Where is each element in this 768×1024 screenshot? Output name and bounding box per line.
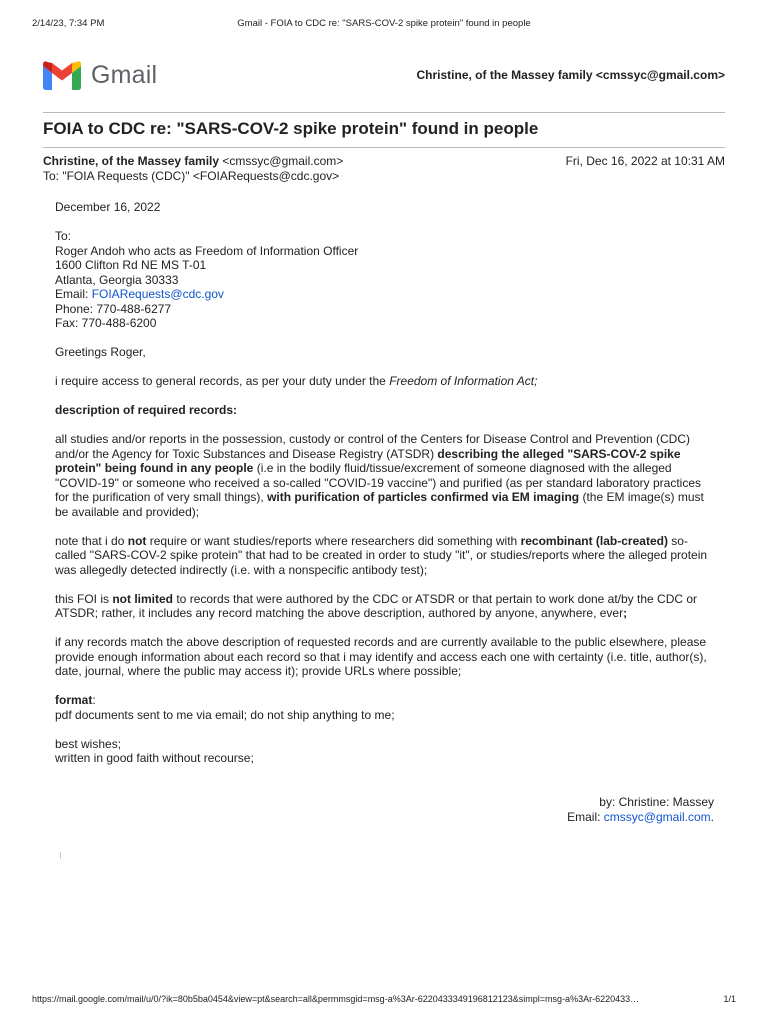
p1-text-e: (the EM image(s) must be available and provided); [55,490,704,519]
page-number: 1/1 [723,994,736,1004]
p3-bold-d: ; [623,606,628,620]
description-heading [55,403,715,418]
subject-divider [43,147,725,148]
p2-text-c: require or want studies/reports where researchers did something with [146,533,521,548]
print-url: https://mail.google.com/mail/u/0/?ik=80b5ba0454&view=pt&search=all&permmsgid=msg-a%3Ar-6220433349196812123&simpl=msg-a%3Ar-6220433… [32,994,640,1004]
description-heading-text: description of required records: [55,403,238,417]
account-identity: Christine, of the Massey family <cmssyc@gmail.com> [416,68,725,82]
sender-email: <cmssyc@gmail.com> [219,154,344,168]
foia-email-link[interactable]: FOIARequests@cdc.gov [91,287,224,301]
address-city: Atlanta, Georgia 30333 [55,272,179,287]
gmail-m-icon [43,61,81,90]
address-email-label: Email: [55,287,92,301]
p1-bold-b: describing the alleged "SARS-COV-2 spike protein" being found in any people [55,446,681,475]
p2-text-e: so-called "SARS-COV-2 spike protein" that had to be created in order to study "it", or studies/reports where the alleged protein was allegedly detected indirectly (i.e. with a nonspecific antibody test); [55,533,708,577]
recipient-address [55,229,715,331]
p1-bold-d: with purification of particles confirmed via EM imaging [267,490,580,504]
format-colon: : [92,693,96,707]
closing [55,737,715,766]
p3-text-c: to records that were authored by the CDC or ATSDR or that pertain to work done at/by the CDC or ATSDR; rather, it includes any record matching the above description, authored by anyone, anywhere, ever [55,591,698,620]
gmail-wordmark: Gmail [91,60,158,89]
signature-email-tail: . [710,809,714,824]
paragraph-records [55,432,715,519]
paragraph-public-records: if any records match the above description of requested records and are currently available to the public elsewhere, please provide enough information about each record so that i may identify and access each one with certainty (i.e. title, author(s), date, journal, where the public may access it); provide URLs where possible; [55,635,707,678]
format-text: pdf documents sent to me via email; do not ship anything to me; [55,707,395,722]
address-phone: Phone: 770-488-6277 [55,301,172,316]
message-meta [43,154,725,183]
p3-text-a: this FOI is [55,591,113,606]
email-subject: FOIA to CDC re: "SARS-COV-2 spike protein" found in people [43,119,539,138]
p1-text-c: (i.e in the bodily fluid/tissue/excrement of someone diagnosed with the alleged "COVID-19" or someone who received a so-called "COVID-19 vaccine") and purified (as per standard laboratory practices for the purification of very small things), [55,461,702,504]
paragraph-exclusions [55,534,715,578]
format-section [55,693,715,722]
address-to: To: [55,229,72,243]
quoted-text-marker [60,852,61,859]
address-name: Roger Andoh who acts as Freedom of Information Officer [55,243,359,258]
to-line: To: "FOIA Requests (CDC)" <FOIARequests@cdc.gov> [43,168,340,183]
print-header [0,17,768,31]
p1-text-a: all studies and/or reports in the possession, custody or control of the Centers for Disease Control and Prevention (CDC) and/or the Agency for Toxic Substances and Disease Registry (ATSDR) [55,432,690,461]
p2-bold-d: recombinant (lab-created) [520,533,668,548]
letter-date: December 16, 2022 [55,200,161,214]
signature-email-link[interactable]: cmssyc@gmail.com [603,809,711,824]
intro-act-name: Freedom of Information Act; [389,374,538,388]
address-fax: Fax: 770-488-6200 [55,316,157,330]
signature-email-label: Email: [567,809,604,824]
p2-bold-b: not [127,533,147,548]
intro-paragraph [55,374,715,389]
paragraph-scope [55,592,715,621]
intro-text: i require access to general records, as per your duty under the [55,374,390,388]
sender-name: Christine, of the Massey family [43,154,220,168]
address-street: 1600 Clifton Rd NE MS T-01 [55,258,207,272]
p3-bold-b: not limited [112,591,174,606]
message-body [55,200,715,780]
greeting: Greetings Roger, [55,345,146,359]
signature-block [567,795,714,824]
format-label: format [55,693,93,707]
signature-by: by: Christine: Massey [599,795,714,809]
message-date: Fri, Dec 16, 2022 at 10:31 AM [565,154,725,168]
print-datetime: 2/14/23, 7:34 PM [32,18,105,29]
p2-text-a: note that i do [55,533,128,548]
closing-line-1: best wishes; [55,736,122,751]
closing-line-2: written in good faith without recourse; [55,751,254,765]
header-divider [43,112,725,113]
print-page-title: Gmail - FOIA to CDC re: "SARS-COV-2 spike protein" found in people [237,18,531,29]
gmail-logo [43,60,157,90]
signature-email-line [567,810,714,825]
